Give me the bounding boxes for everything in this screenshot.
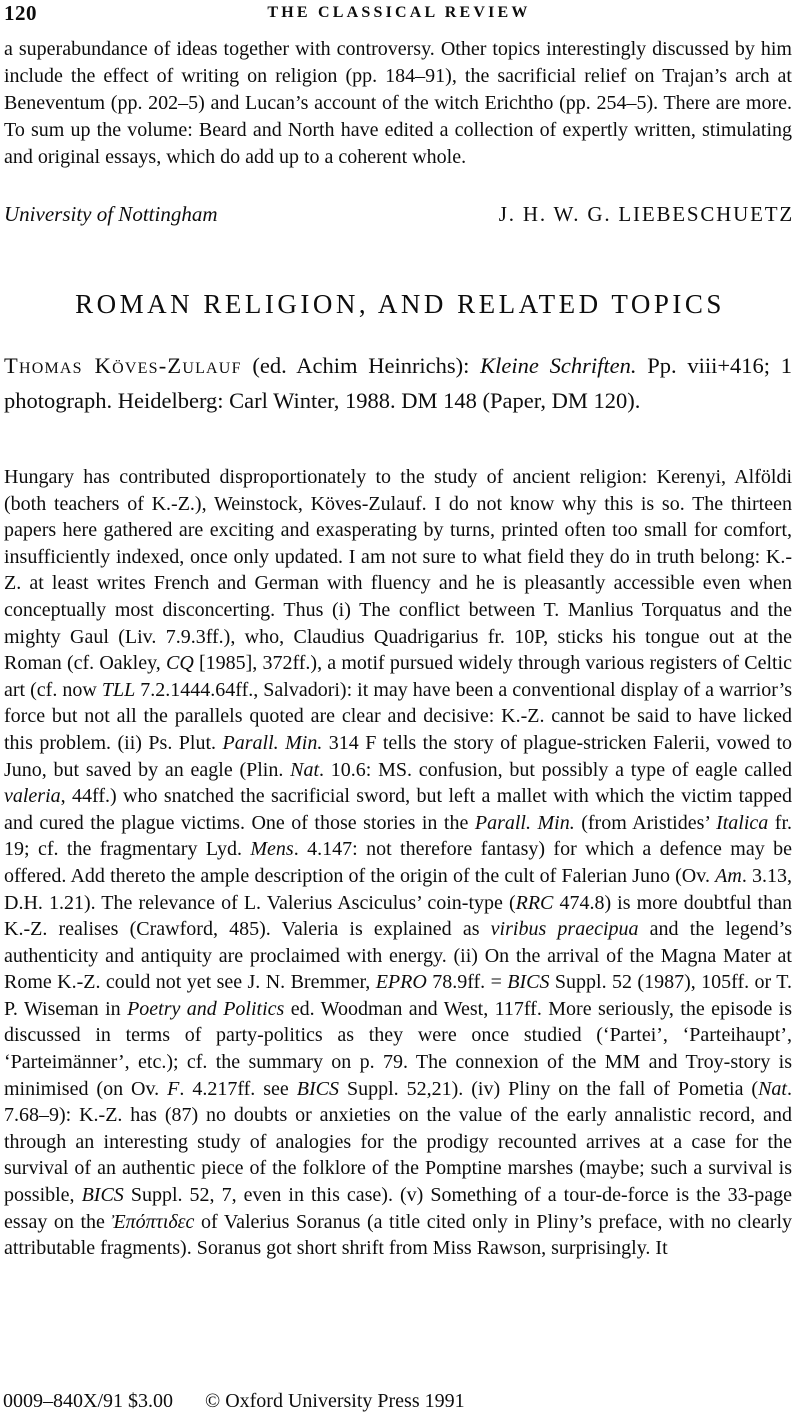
book-citation: Thomas Köves-Zulauf (ed. Achim Heinrichs): Kleine Schriften. Pp. viii+416; 1 photograph. Heidelberg: Carl Winter, 1988. DM 148 (Paper, DM 120).: [4, 353, 792, 413]
previous-review-continuation: a superabundance of ideas together with controversy. Other topics interestingly discussed by him include the effect of writing on religion (pp. 184–91), the sacrificial relief on Trajan’s arch at Beneventum (pp. 202–5) and Lucan’s account of the witch Erichtho (pp. 254–5). There are more. To sum up the volume: Beard and North have edited a collection of expertly written, stimulating and original essays, which do add up to a coherent whole.: [4, 38, 792, 168]
copyright-notice: © Oxford University Press 1991: [205, 1390, 465, 1412]
page-number: 120: [4, 1, 37, 25]
review-body: Hungary has contributed disproportionately to the study of ancient religion: Kerenyi, Alföldi (both teachers of K.-Z.), Weinstock, Köves-Zulauf. I do not know why this is so. The thirteen papers here gathered are exciting and exasperating by turns, printed often too small for comfort, insufficiently indexed, once only updated. I am not sure to what field they do in truth belong: K.-Z. at least writes French and German with fluency and he is pleasantly accessible even when conceptually most disconcerting. Thus (i) The conflict between T. Manlius Torquatus and the mighty Gaul (Liv. 7.9.3ff.), who, Claudius Quadrigarius fr. 10P, sticks his tongue out at the Roman (cf. Oakley, CQ [1985], 372ff.), a motif pursued widely through various registers of Celtic art (cf. now TLL 7.2.1444.64ff., Salvadori): it may have been a conventional display of a warrior’s force but not all the parallels quoted are clear and decisive: K.-Z. cannot be said to have licked this problem. (ii) Ps. Plut. Parall. Min. 314 F tells the story of plague-stricken Falerii, vowed to Juno, but saved by an eagle (Plin. Nat. 10.6: MS. confusion, but possibly a type of eagle called valeria, 44ff.) who snatched the sacrificial sword, but left a mallet with which the victim tapped and cured the plague victims. One of those stories in the Parall. Min. (from Aristides’ Italica fr. 19; cf. the fragmentary Lyd. Mens. 4.147: not therefore fantasy) for which a defence may be offered. Add thereto the ample description of the origin of the cult of Falerian Juno (Ov. Am. 3.13, D.H. 1.21). The relevance of L. Valerius Asciculus’ coin-type (RRC 474.8) is more doubtful than K.-Z. realises (Crawford, 485). Valeria is explained as viribus praecipua and the legend’s authenticity and antiquity are proclaimed with energy. (ii) On the arrival of the Magna Mater at Rome K.-Z. could not yet see J. N. Bremmer, EPRO 78.9ff. = BICS Suppl. 52 (1987), 105ff. or T. P. Wiseman in Poetry and Politics ed. Woodman and West, 117ff. More seriously, the episode is discussed in terms of party-politics as they were once studied (‘Partei’, ‘Parteihaupt’, ‘Parteimänner’, etc.); cf. the summary on p. 79. The connexion of the MM and Troy-story is minimised (on Ov. F. 4.217ff. see BICS Suppl. 52,21). (iv) Pliny on the fall of Pometia (Nat. 7.68–9): K.-Z. has (87) no doubts or anxieties on the value of the early annalistic record, and through an interesting study of analogies for the prodigy recounted arrives at a case for the survival of an authentic piece of the folklore of the Pomptine marshes (maybe; such a survival is possible, BICS Suppl. 52, 7, even in this case). (v) Something of a tour-de-force is the 33-page essay on the Ἐπόπτιδεc of Valerius Soranus (a title cited only in Pliny’s preface, with no clearly attributable fragments). Soranus got short shrift from Miss Rawson, surprisingly. It: [4, 466, 793, 1260]
section-heading: ROMAN RELIGION, AND RELATED TOPICS: [75, 289, 725, 319]
reviewer-name: J. H. W. G. LIEBESCHUETZ: [498, 202, 794, 226]
journal-title: THE CLASSICAL REVIEW: [267, 4, 531, 21]
running-head: [4, 1, 794, 25]
issn-price: 0009–840X/91 $3.00: [3, 1390, 173, 1412]
review-signature: [4, 202, 794, 227]
page-footer: [3, 1390, 465, 1413]
reviewer-affiliation: University of Nottingham: [4, 202, 218, 226]
